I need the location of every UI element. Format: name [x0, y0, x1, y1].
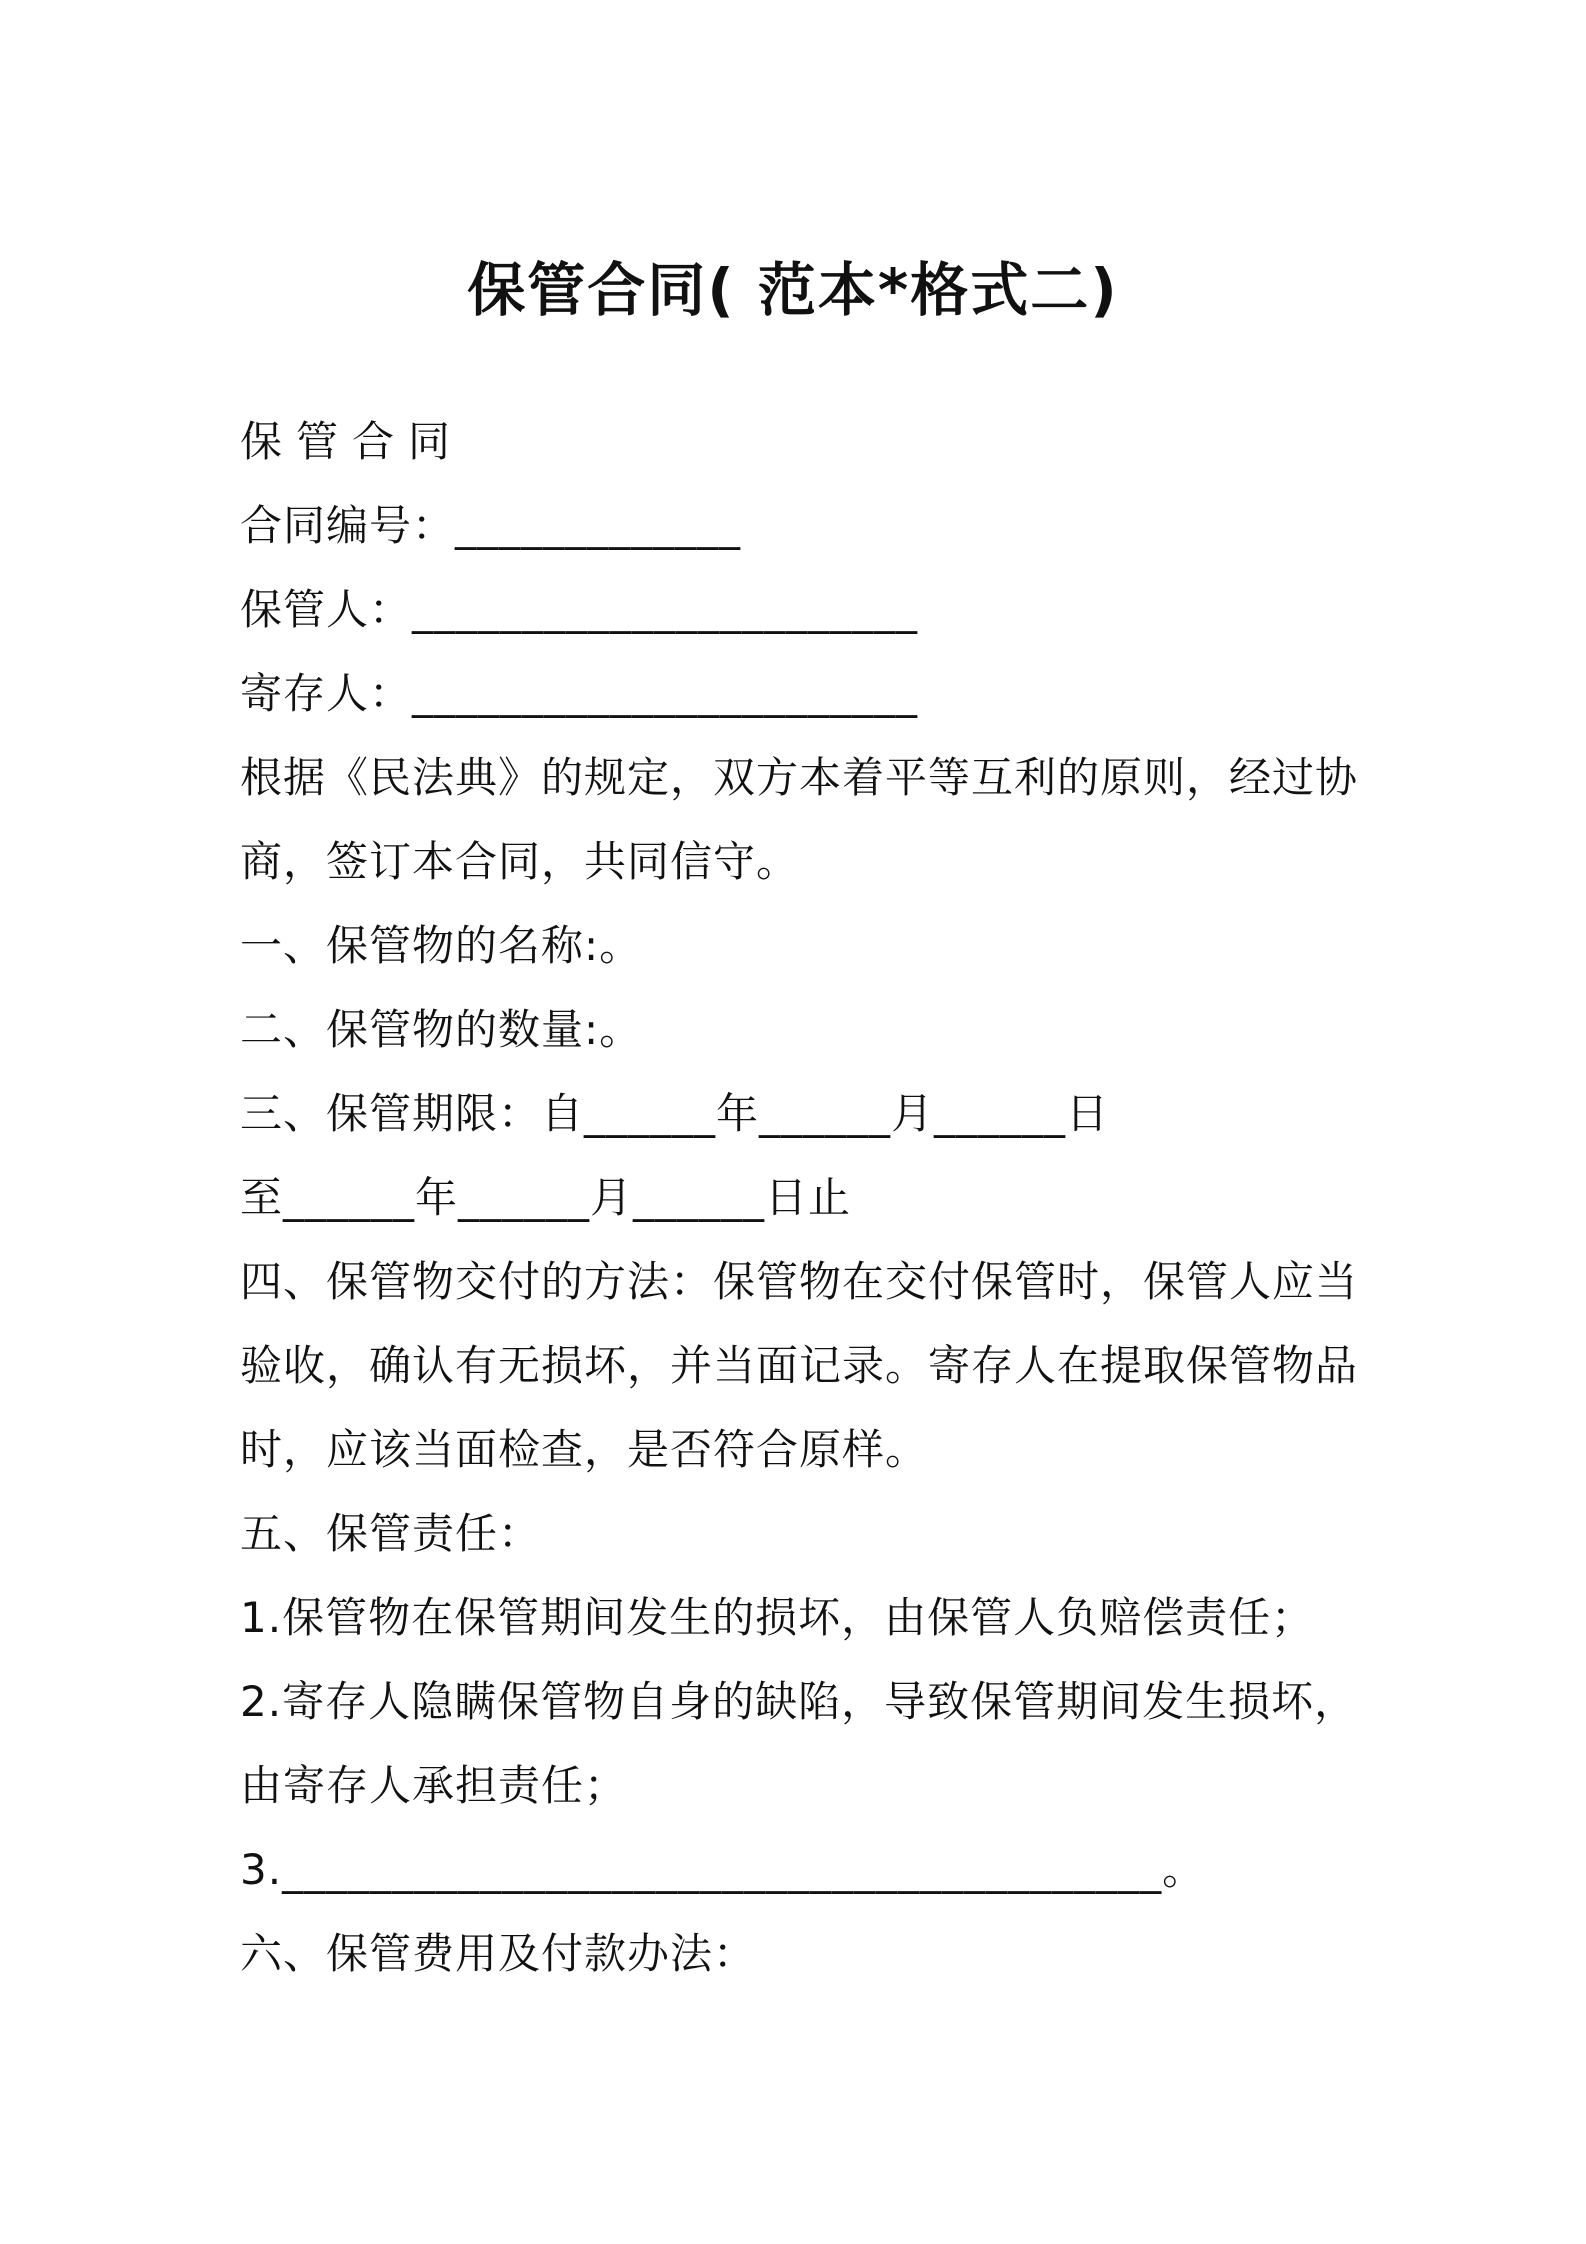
- clause-6-heading: 六、保管费用及付款办法：: [240, 1929, 757, 1978]
- custodian-line: 保管人：_______________________: [240, 585, 919, 634]
- clause-4-line-3: 时，应该当面检查，是否符合原样。: [240, 1425, 929, 1474]
- clause-2-item-quantity: 二、保管物的数量:。: [240, 1005, 643, 1054]
- clause-4-line-2: 验收，确认有无损坏，并当面记录。寄存人在提取保管物品: [240, 1341, 1359, 1390]
- preamble-line-1: 根据《民法典》的规定，双方本着平等互利的原则，经过协: [240, 753, 1359, 802]
- clause-5-heading: 五、保管责任：: [240, 1509, 542, 1558]
- contract-heading: 保管合同: [240, 417, 465, 466]
- document-body: [240, 400, 1360, 1996]
- clause-5-item-2-line-1: 2.寄存人隐瞒保管物自身的缺陷，导致保管期间发生损坏，: [240, 1677, 1358, 1726]
- document-title: 保管合同( 范本*格式二): [467, 256, 1119, 324]
- clause-1-item-name: 一、保管物的名称:。: [240, 921, 643, 970]
- clause-5-item-3: 3.________________________________________。: [240, 1845, 1206, 1894]
- clause-5-item-2-line-2: 由寄存人承担责任；: [240, 1761, 628, 1810]
- clause-5-item-1: 1.保管物在保管期间发生的损坏，由保管人负赔偿责任；: [240, 1593, 1315, 1642]
- depositor-line: 寄存人：_______________________: [240, 669, 919, 718]
- contract-number-line: 合同编号：_____________: [240, 501, 742, 550]
- clause-4-line-1: 四、保管物交付的方法：保管物在交付保管时，保管人应当: [240, 1257, 1359, 1306]
- preamble-line-2: 商，签订本合同，共同信守。: [240, 837, 800, 886]
- clause-3-term-start: 三、保管期限：自______年______月______日: [240, 1089, 1110, 1138]
- clause-3-term-end: 至______年______月______日止: [240, 1173, 852, 1222]
